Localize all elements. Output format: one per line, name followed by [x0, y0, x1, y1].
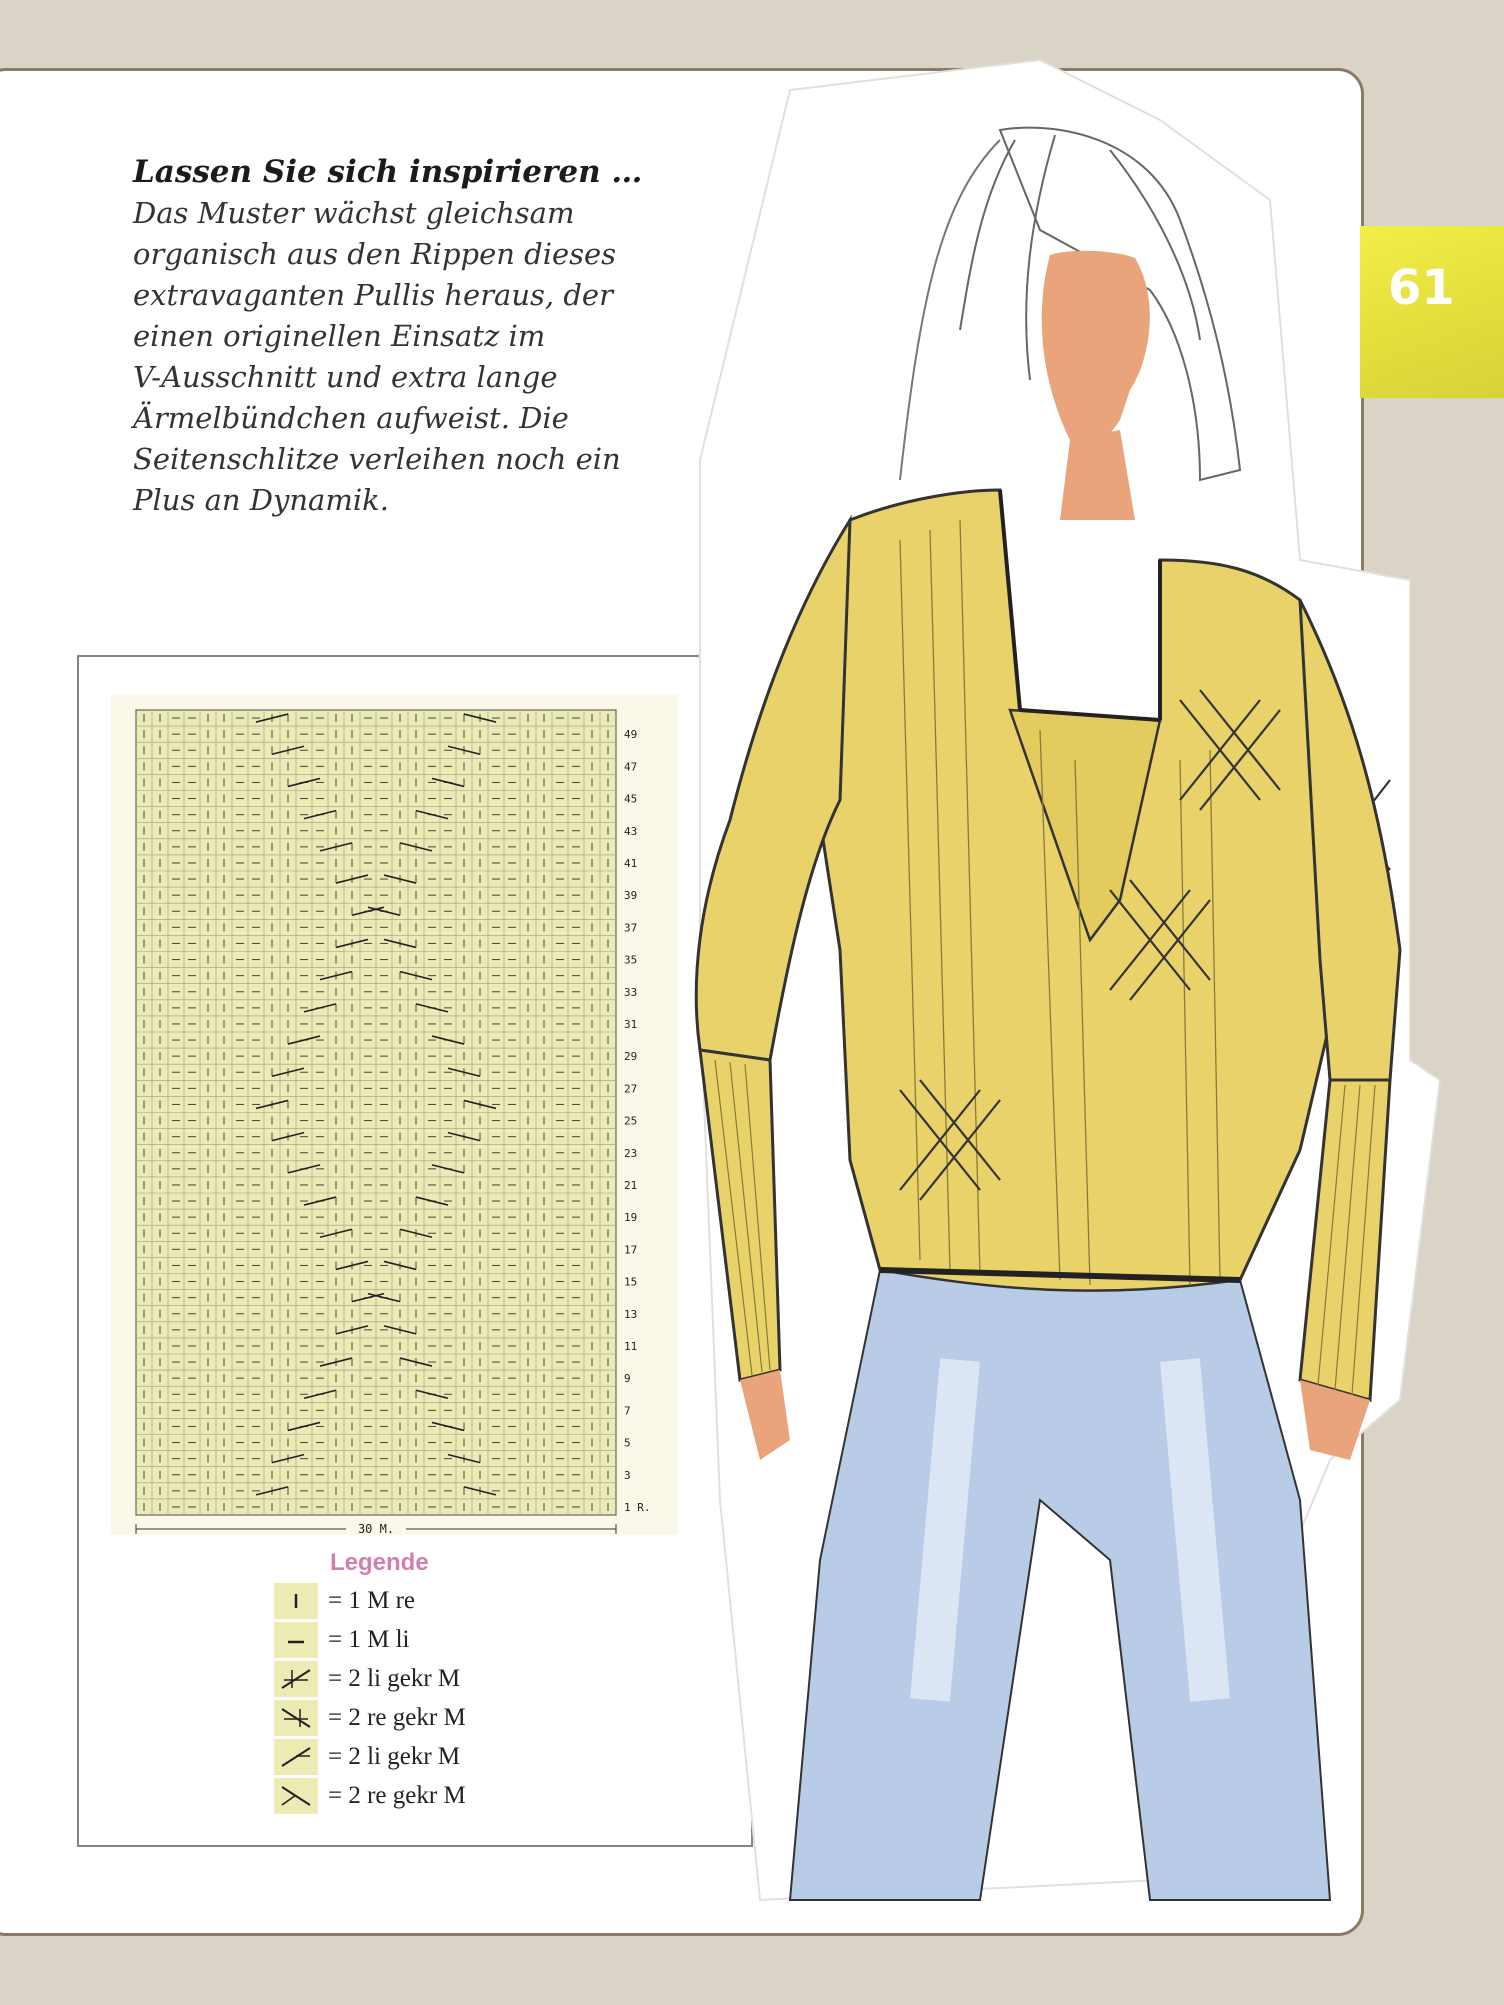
intro-line: Seitenschlitze verleihen noch ein	[133, 442, 621, 476]
row-label: 11	[624, 1339, 638, 1353]
legend-text: = 2 re gekr M	[328, 1781, 466, 1809]
row-label: 47	[624, 760, 638, 774]
row-label: 37	[624, 921, 638, 935]
intro-line: Plus an Dynamik.	[133, 483, 389, 517]
intro-line: organisch aus den Rippen dieses	[133, 237, 617, 271]
row-label: 17	[624, 1243, 638, 1257]
row-label: 3	[624, 1468, 631, 1482]
row-label: 31	[624, 1017, 638, 1031]
intro-line: extravaganten Pullis heraus, der	[133, 278, 613, 312]
row-label: 1 R.	[624, 1500, 651, 1514]
row-label: 19	[624, 1211, 638, 1225]
row-label: 27	[624, 1082, 638, 1096]
page-number: 61	[1388, 260, 1455, 316]
legend-title: Legende	[330, 1549, 429, 1576]
row-label: 33	[624, 985, 638, 999]
row-label: 49	[624, 728, 638, 742]
intro-line: V-Ausschnitt und extra lange	[133, 360, 558, 394]
legend-text: = 2 re gekr M	[328, 1703, 466, 1731]
intro-line: Das Muster wächst gleichsam	[133, 196, 575, 230]
row-label: 45	[624, 792, 638, 806]
legend-text: = 1 M li	[328, 1625, 410, 1653]
row-label: 23	[624, 1146, 638, 1160]
intro-line: Ärmelbündchen aufweist. Die	[133, 401, 569, 435]
row-label: 21	[624, 1178, 638, 1192]
row-label: 39	[624, 889, 638, 903]
row-label: 9	[624, 1372, 631, 1386]
intro-headline: Lassen Sie sich inspirieren …	[133, 154, 643, 190]
row-label: 43	[624, 824, 638, 838]
row-label: 41	[624, 856, 638, 870]
row-label: 35	[624, 953, 638, 967]
width-label: 30 M.	[357, 1522, 395, 1535]
row-label: 15	[624, 1275, 638, 1289]
row-label: 5	[624, 1436, 631, 1450]
row-label: 25	[624, 1114, 638, 1128]
row-label: 29	[624, 1050, 638, 1064]
legend-text: = 2 li gekr M	[328, 1742, 461, 1770]
legend-text: = 1 M re	[328, 1586, 415, 1614]
row-label: 13	[624, 1307, 638, 1321]
intro-line: einen originellen Einsatz im	[133, 319, 546, 353]
legend-text: = 2 li gekr M	[328, 1664, 461, 1692]
row-label: 7	[624, 1404, 631, 1418]
